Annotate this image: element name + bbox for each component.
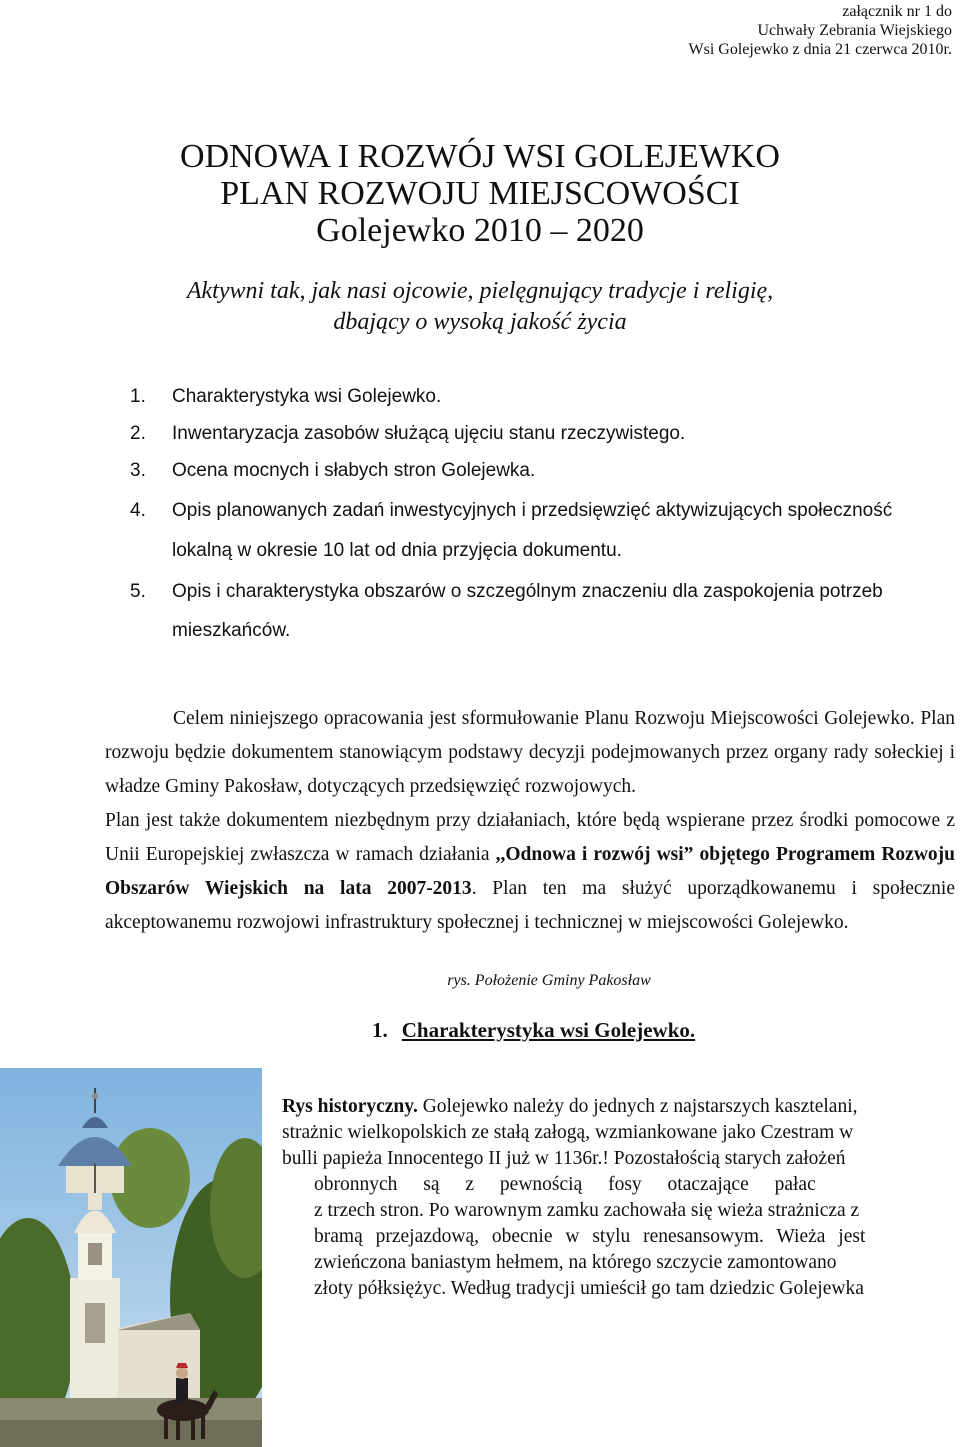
history-text: Golejewko należy do jednych z najstarszych kasztelani, <box>417 1096 858 1117</box>
toc-number: 1. <box>130 386 146 407</box>
section-number: 1. <box>372 1018 388 1042</box>
toc-number: 4. <box>130 500 146 521</box>
introduction <box>105 702 955 940</box>
toc-number: 5. <box>130 581 146 602</box>
title-line: ODNOWA I ROZWÓJ WSI GOLEJEWKO <box>180 138 780 175</box>
toc-text: Opis i charakterystyka obszarów o szczególnym znaczeniu dla zaspokojenia potrzeb <box>172 581 883 602</box>
history-line: zwieńczona baniastym hełmem, na którego szczycie zamontowano <box>314 1252 837 1273</box>
history-lead: Rys historyczny. <box>282 1096 418 1117</box>
intro-paragraph <box>105 804 955 940</box>
history-line: strażnic wielkopolskich ze stałą załogą, wzmiankowane jako Czestram w <box>282 1122 854 1143</box>
toc-text: Opis planowanych zadań inwestycyjnych i przedsięwzięć aktywizujących społeczność <box>172 500 893 521</box>
history-line: bramą przejazdową, obecnie w stylu renesansowym. Wieża jest <box>314 1226 866 1247</box>
history-section <box>282 1094 958 1302</box>
annex-note <box>552 2 952 59</box>
history-line: z trzech stron. Po warownym zamku zachowała się wieża strażnicza z <box>314 1200 860 1221</box>
toc-number: 3. <box>130 460 146 481</box>
section-heading <box>372 1018 695 1043</box>
program-name: ,,Odnowa i rozwój wsi” objętego Programem Rozwoju Obszarów Wiejskich na lata 2007-2013 <box>105 844 955 899</box>
figure-caption: rys. Położenie Gminy Pakosław <box>447 972 651 989</box>
toc-number: 2. <box>130 423 146 444</box>
motto-line: Aktywni tak, jak nasi ojcowie, pielęgnujący tradycje i religię, <box>186 278 774 304</box>
history-line: obronnych są z pewnością fosy otaczające pałac <box>314 1174 816 1195</box>
intro-text: . Plan ten ma służyć uporządkowanemu i społecznie akceptowanemu rozwojowi infrastruktury społecznej i technicznej w miejscowości Golejewko. <box>105 878 955 933</box>
document-title <box>0 138 960 249</box>
title-line: PLAN ROZWOJU MIEJSCOWOŚCI <box>220 175 740 212</box>
title-line: Golejewko 2010 – 2020 <box>316 212 644 249</box>
toc-text: Charakterystyka wsi Golejewko. <box>172 386 442 407</box>
history-line: bulli papieża Innocentego II już w 1136r.! Pozostałością starych założeń <box>282 1148 846 1169</box>
annex-line: Wsi Golejewko z dnia 21 czerwca 2010r. <box>688 41 952 58</box>
intro-text: Plan jest także dokumentem niezbędnym przy działaniach, które będą wspierane przez środki pomocowe z Unii Europejskiej zwłaszcza w ramach działania <box>105 810 955 865</box>
toc-text: Ocena mocnych i słabych stron Golejewka. <box>172 460 536 481</box>
history-line: złoty półksiężyc. Według tradycji umieścił go tam dziedzic Golejewka <box>314 1278 864 1299</box>
intro-paragraph: Celem niniejszego opracowania jest sformułowanie Planu Rozwoju Miejscowości Golejewko. Plan rozwoju będzie dokumentem stanowiącym podstawy decyzji podejmowanych przez organy rady sołeckiej i władze Gminy Pakosław, dotyczących przedsięwzięć rozwojowych. <box>105 708 955 797</box>
toc-text: lokalną w okresie 10 lat od dnia przyjęcia dokumentu. <box>172 540 622 561</box>
motto <box>0 276 960 338</box>
toc-text: Inwentaryzacja zasobów służącą ujęciu stanu rzeczywistego. <box>172 423 686 444</box>
history-line <box>282 1094 958 1120</box>
church-photo <box>0 1068 262 1447</box>
annex-line: Uchwały Zebrania Wiejskiego <box>757 22 952 39</box>
toc-text: mieszkańców. <box>172 620 291 641</box>
annex-line: załącznik nr 1 do <box>842 3 952 20</box>
section-title: Charakterystyka wsi Golejewko. <box>401 1018 696 1042</box>
motto-line: dbający o wysoką jakość życia <box>333 309 627 335</box>
